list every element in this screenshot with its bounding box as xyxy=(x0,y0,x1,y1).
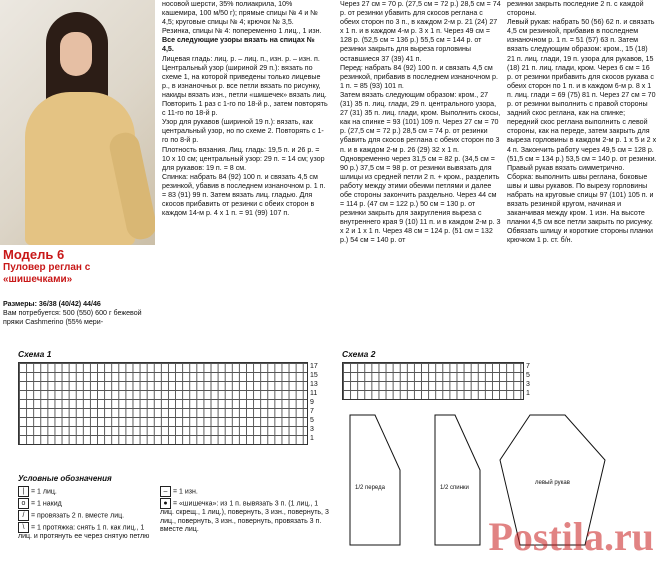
sleeve-label: левый рукав xyxy=(535,480,570,486)
bobble-symbol: ● xyxy=(160,498,171,509)
front-label: 1/2 переда xyxy=(355,485,385,491)
chart2-grid xyxy=(342,362,524,400)
row-number: 13 xyxy=(310,381,318,388)
legend-item xyxy=(18,498,158,509)
paragraph: Затем вязать следующим образом: кром., 27 (31) 35 п. лиц. глади, 29 п. центрального узора, 27 (31) 35 п. лиц. глади, кром. Выполнить скосы, как на спинке = 93 (101) 109 п. Через 27 см = 70 р. (27,5 см = 72 р.) 28,5 см = 74 р. от резинки убавить для скосов реглана с обеих сторон по 3 п. и в каждом 2-м р. 26 (29) 32 x 1 п. Одновременно через 31,5 см = 82 р. (34,5 см = 90 р.) 37,5 см = 98 р. от резинки вывязать для шлицы из средней петли 2 п. + кром., разделить работу между этими обеими петлями и далее обе стороны закончить раздельно. Через 44 см = 114 р. (47 см = 122 р.) 50 см = 130 р. от резинки закрыть для закругления выреза с внутреннего края 9 (10) 11 п. и в каждом 2-м р. 3 x 2 и 1 x 1 п. Через 48 см = 124 р. (51 см = 132 р.) 54 см = 140 р. от xyxy=(340,90,501,245)
paragraph: Через 27 см = 70 р. (27,5 см = 72 р.) 28,5 см = 74 р. от резинки убавить для скосов реглана с обеих сторон по 3 п., в каждом 2-м р. 21 (24) 27 x 1 п. и в каждом 4-м р. 3 x 1 п. Через 49 см = 128 р. (52,5 см = 136 р.) 55,5 см = 144 р. от резинки закрыть для выреза горловины оставшиеся 37 (39) 41 п. xyxy=(340,0,501,63)
watermark: Postila.ru xyxy=(488,514,654,559)
model-photo xyxy=(0,0,155,245)
legend-text: = «шишечка»: из 1 п. вывязать 3 п. (1 лиц., 1 лиц. скрещ., 1 лиц.), повернуть, 3 изн., повернуть, 3 лиц., повернуть, 3 изн., повернуть, провязать 3 п. вместе лиц. xyxy=(160,500,329,533)
paragraph: Перед: набрать 84 (92) 100 п. и связать 4,5 см резинкой, прибавив в последнем изнаночном р. 1 п. = 85 (93) 101 п. xyxy=(340,63,498,90)
row-number: 9 xyxy=(310,399,314,406)
legend-item xyxy=(18,486,158,497)
row-number: 5 xyxy=(310,417,314,424)
legend-item xyxy=(18,510,158,521)
legend-title: Условные обозначения xyxy=(18,474,112,483)
chart2-title: Схема 2 xyxy=(342,349,376,359)
row-number: 1 xyxy=(310,435,314,442)
row-number: 7 xyxy=(310,408,314,415)
paragraph: Центральный узор (шириной 29 п.): вязать по схеме 1, на которой приведены только лицевые р., в изнаночных р. все петли вязать по рисунку, накиды вязать изн., петли «шишечек» вязать лиц. Повторить 1 раз с 1-го по 18-й р., затем повторять с 11-го по 18-й р. xyxy=(162,63,328,118)
knit-symbol: | xyxy=(18,486,29,497)
back-label: 1/2 спинки xyxy=(440,485,469,491)
row-number: 17 xyxy=(310,363,318,370)
paragraph: Резинка, спицы № 4: попеременно 1 лиц., 1 изн. xyxy=(162,27,322,36)
paragraph: Спинка: набрать 84 (92) 100 п. и связать 4,5 см резинкой, убавив в последнем изнаночном р. 1 п. = 83 (91) 99 п. Затем вязать лиц. гладью. Для скосов прибавить от резинки с обеих сторон в каждом 14-м р. 4 x 1 п. = 91 (99) 107 п. xyxy=(162,172,326,218)
front-piece xyxy=(350,415,400,545)
k2tog-symbol: / xyxy=(18,510,29,521)
legend-item xyxy=(160,486,330,497)
row-number: 7 xyxy=(526,363,530,370)
paragraph: Плотность вязания. Лиц. гладь: 19,5 п. и 26 р. = 10 x 10 см; центральный узор: 29 п. = 14 см; узор для рукавов: 19 п. = 8 см. xyxy=(162,145,325,172)
paragraph: Узор для рукавов (шириной 19 п.): вязать, как центральный узор, но по схеме 2. Повторять с 1-го по 8-й р. xyxy=(162,118,324,145)
skpo-symbol: \ xyxy=(18,522,29,533)
model-subtitle: Пуловер реглан с «шишечками» xyxy=(3,262,91,285)
legend-text: = 1 протяжка: снять 1 п. как лиц., 1 лиц. и протянуть ее через снятую петлю xyxy=(18,524,150,540)
sizes-block xyxy=(3,300,155,327)
legend-text: = провязать 2 п. вместе лиц. xyxy=(31,512,125,520)
text-column-2 xyxy=(162,0,328,218)
paragraph: Лицевая гладь: лиц. р. – лиц. п., изн. р. – изн. п. xyxy=(162,54,320,63)
chart1-grid xyxy=(18,362,308,445)
paragraph: носовой шерсти, 35% полиакрила, 10% кашемира, 100 м/50 г); прямые спицы № 4 и № 4,5; круговые спицы № 4; крючок № 3,5. xyxy=(162,0,318,27)
purl-symbol: – xyxy=(160,486,171,497)
chart2-row-numbers xyxy=(526,362,530,398)
materials: Вам потребуется: 500 (550) 600 г бежевой пряжи Cashmerino (55% мери- xyxy=(3,309,142,327)
paragraph: Сборка: выполнить швы реглана, боковые швы и швы рукавов. По вырезу горловины набрать на круговые спицы 97 (101) 105 п. и вязать резинкой кругом, начиная и заканчивая между кром. 1 изн. На высоте планки 4,5 см все петли закрыть по рисунку. Обвязать шлицу и короткие стороны планки крючком 1 р. ст. б/н. xyxy=(507,172,654,245)
chart1-row-numbers xyxy=(310,362,318,443)
back-piece xyxy=(435,415,480,545)
paragraph: Все следующие узоры вязать на спицах № 4,5. xyxy=(162,36,315,54)
yarn-over-symbol: o xyxy=(18,498,29,509)
text-column-4 xyxy=(507,0,657,246)
legend-text: = 1 изн. xyxy=(173,488,198,496)
legend-text: = 1 лиц. xyxy=(31,488,57,496)
row-number: 15 xyxy=(310,372,318,379)
sizes: Размеры: 36/38 (40/42) 44/46 xyxy=(3,300,101,308)
chart1-title: Схема 1 xyxy=(18,349,52,359)
paragraph: Правый рукав вязать симметрично. xyxy=(507,163,625,172)
model-title: Модель 6 xyxy=(3,247,65,262)
legend-item xyxy=(18,522,158,542)
row-number: 3 xyxy=(526,381,530,388)
row-number: 11 xyxy=(310,390,318,397)
legend-item xyxy=(160,498,330,535)
row-number: 5 xyxy=(526,372,530,379)
paragraph: резинки закрыть последние 2 п. с каждой стороны. xyxy=(507,0,644,18)
photo-face xyxy=(60,32,92,76)
text-column-3 xyxy=(340,0,502,246)
paragraph: Левый рукав: набрать 50 (56) 62 п. и связать 4,5 см резинкой, прибавив в последнем изнаночном р. 1 п. = 51 (57) 63 п. Затем вязать следующим образом: кром., 15 (18) 21 п. лиц. глади, 19 п. узора для рукавов, 15 (18) 21 п. лиц. глади, кром. Через 6 см = 16 р. от резинки прибавить для скосов рукава с обеих сторон по 1 п. и в каждом 6-м р. 8 x 1 п. лиц. глади = 69 (75) 81 п. Через 27 см = 70 р. от резинки выполнить с правой стороны задний скос реглана, как на спинке; передний скос реглана выполнить с левой стороны, как на переде, затем закрыть для выреза горловины в каждом 2-м р. 1 x 5 и 2 x 4 п. Закончить работу через 49,5 см = 128 р. (51,5 см = 134 р.) 53,5 см = 140 р. от резинки. xyxy=(507,18,657,163)
legend-text: = 1 накид xyxy=(31,500,62,508)
row-number: 1 xyxy=(526,390,530,397)
row-number: 3 xyxy=(310,426,314,433)
model-title-block xyxy=(3,248,153,286)
